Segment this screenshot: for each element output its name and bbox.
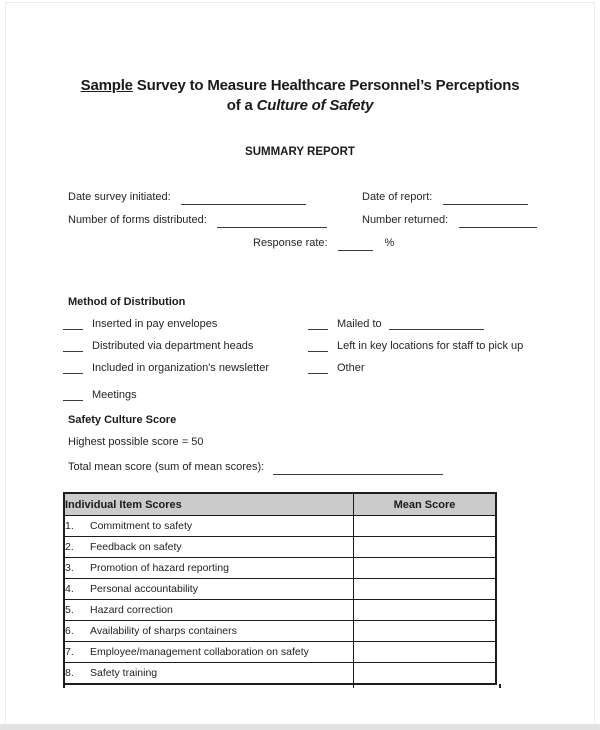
document-title-line2 — [0, 97, 600, 114]
mean-score-cell — [354, 516, 497, 537]
check-line — [63, 339, 83, 352]
forms-distributed-label: Number of forms distributed: — [68, 214, 207, 226]
mean-score-cell — [354, 621, 497, 642]
title-underlined-word: Sample — [80, 77, 133, 94]
row-number: 2. — [65, 541, 74, 553]
response-rate-line — [338, 238, 373, 251]
header-mean-score: Mean Score — [354, 493, 497, 516]
table-row — [64, 621, 496, 642]
mean-score-cell — [354, 642, 497, 663]
row-number: 8. — [65, 667, 74, 679]
item-label: Commitment to safety — [90, 520, 193, 532]
distribution-item-pay-envelopes — [63, 317, 217, 330]
mean-score-cell — [354, 579, 497, 600]
item-label: Employee/management collaboration on safety — [90, 646, 309, 658]
individual-item-scores-table — [63, 492, 497, 685]
total-mean-score-label: Total mean score (sum of mean scores): — [68, 461, 265, 473]
score-heading: Safety Culture Score — [68, 414, 177, 426]
field-forms-distributed — [68, 210, 327, 228]
date-of-report-line — [443, 192, 528, 205]
total-mean-score-line — [273, 462, 443, 475]
distribution-item-label: Included in organization's newsletter — [92, 362, 269, 374]
distribution-item-label: Meetings — [92, 389, 137, 401]
table-row — [64, 579, 496, 600]
row-number: 4. — [65, 583, 74, 595]
check-line — [63, 388, 83, 401]
distribution-item-meetings — [63, 388, 137, 401]
distribution-item-label: Inserted in pay envelopes — [92, 318, 218, 330]
distribution-item-department-heads — [63, 339, 253, 352]
title-line2-italic: Culture of Safety — [256, 97, 374, 114]
check-line — [63, 317, 83, 330]
table-row — [64, 537, 496, 558]
field-date-of-report — [362, 187, 528, 205]
check-line — [308, 339, 328, 352]
check-line — [308, 361, 328, 374]
field-total-mean-score — [68, 457, 443, 475]
distribution-heading: Method of Distribution — [68, 296, 186, 308]
distribution-item-label: Other — [337, 362, 365, 374]
response-rate-unit: % — [384, 237, 395, 249]
item-label: Hazard correction — [90, 604, 173, 616]
date-survey-initiated-label: Date survey initiated: — [68, 191, 171, 203]
row-number: 6. — [65, 625, 74, 637]
mean-score-cell — [354, 600, 497, 621]
distribution-item-mailed-to — [308, 317, 484, 330]
distribution-item-newsletter — [63, 361, 269, 374]
table-row — [64, 558, 496, 579]
table-row — [64, 663, 496, 685]
table-row — [64, 642, 496, 663]
table-cutoff-divider — [353, 684, 354, 688]
number-returned-line — [459, 215, 537, 228]
mean-score-cell — [354, 537, 497, 558]
document-title-line1 — [0, 77, 600, 94]
title-line1-rest: Survey to Measure Healthcare Personnel’s Perceptions — [132, 77, 520, 94]
number-returned-label: Number returned: — [362, 214, 449, 226]
highest-possible-score: Highest possible score = 50 — [68, 436, 204, 448]
mean-score-cell — [354, 663, 497, 685]
row-number: 7. — [65, 646, 74, 658]
table-row — [64, 516, 496, 537]
field-number-returned — [362, 210, 537, 228]
forms-distributed-line — [217, 215, 327, 228]
distribution-item-label: Left in key locations for staff to pick up — [337, 340, 524, 352]
response-rate-label: Response rate: — [253, 237, 328, 249]
page-bottom-edge — [0, 724, 600, 730]
distribution-item-key-locations — [308, 339, 523, 352]
item-label: Promotion of hazard reporting — [90, 562, 229, 574]
mean-score-cell — [354, 558, 497, 579]
title-line2-prefix: of a — [226, 97, 257, 114]
item-label: Personal accountability — [90, 583, 198, 595]
row-number: 5. — [65, 604, 74, 616]
summary-report-heading: SUMMARY REPORT — [245, 146, 355, 158]
header-individual-item-scores: Individual Item Scores — [64, 493, 354, 516]
row-number: 3. — [65, 562, 74, 574]
distribution-item-label: Mailed to — [337, 318, 382, 330]
date-of-report-label: Date of report: — [362, 191, 433, 203]
check-line — [308, 317, 328, 330]
table-header-row — [64, 493, 496, 516]
table-cutoff-row — [63, 684, 501, 688]
distribution-item-label: Distributed via department heads — [92, 340, 254, 352]
date-survey-initiated-line — [181, 192, 306, 205]
item-label: Feedback on safety — [90, 541, 182, 553]
field-date-survey-initiated — [68, 187, 306, 205]
row-number: 1. — [65, 520, 74, 532]
table-row — [64, 600, 496, 621]
field-response-rate — [253, 233, 394, 251]
item-label: Safety training — [90, 667, 158, 679]
item-label: Availability of sharps containers — [90, 625, 237, 637]
check-line — [63, 361, 83, 374]
distribution-item-other — [308, 361, 365, 374]
mailed-to-line — [389, 317, 484, 330]
